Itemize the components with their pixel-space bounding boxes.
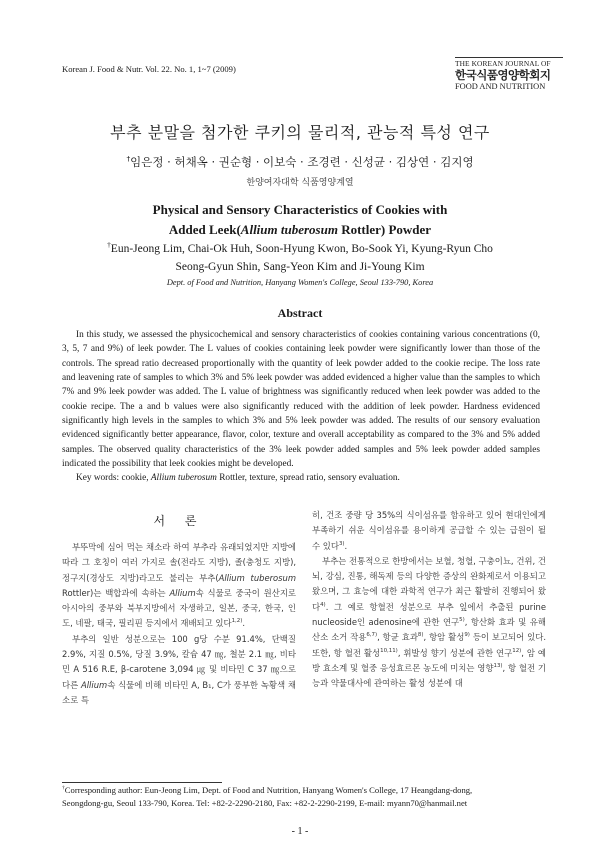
footnote-line2: Seongdong-gu, Seoul 133-790, Korea. Tel: +82-2-2290-2180, Fax: +82-2-2290-2199, E-mail: myann70@hanmail.net [62,798,468,808]
keywords-species: Allium tuberosum [150,473,217,484]
keywords [62,471,540,485]
text-run: 속 식물에 비해 비타민 A, B₁, C가 풍부한 녹황색 채소로 특 [62,679,297,705]
masthead-ko: 한국식품영양학회지 [455,68,551,82]
citation-ref: 10,11) [380,647,398,654]
body-column-left [62,540,296,708]
title-en-species: Allium tuberosum [240,222,338,237]
species-italic: Allium tuberosum [218,572,297,583]
citation-ref: 5) [459,617,465,624]
text-run: . [344,540,348,551]
title-english [0,200,600,240]
text-run: , 휘발성 향기 성분에 관한 연구 [397,647,513,658]
title-en-part-end: Rottler) Powder [337,222,432,237]
corresponding-author-footnote [62,784,540,810]
intro-paragraph-2-cont [312,508,546,554]
citation-ref: 1,2) [231,618,243,625]
footnote-line1-text: Corresponding author: Eun-Jeong Lim, Dept. of Food and Nutrition, Hanyang Women's College, 17 Heangdang-dong, [64,785,473,795]
text-run: , 암 예방 효소계 및 혈중 응성효르몬 농도에 미치는 영향 [312,647,547,673]
text-run: 히, 건조 중량 당 35%의 식이섬유를 함유하고 있어 현대인에게 부족하기 쉬운 식이섬유를 용이하게 공급할 수 있는 급원이 될 수 있다 [312,510,546,551]
intro-paragraph-3 [312,554,546,692]
masthead-en-line2: FOOD AND NUTRITION [455,82,546,91]
journal-citation: Korean J. Food & Nutr. Vol. 22. No. 1, 1~7 (2009) [62,64,236,74]
title-en-part: Added Leek( [168,222,241,237]
abstract-heading: Abstract [277,306,323,320]
text-run: Rottler)는 백합과에 속하는 [62,587,170,598]
affiliation-english: Dept. of Food and Nutrition, Hanyang Women's College, Seoul 133-790, Korea [166,278,434,287]
corresponding-mark: † [126,154,131,164]
authors-english-line1 [0,240,600,258]
authors-korean-text: 임은정 · 허채옥 · 권순형 · 이보숙 · 조경련 · 신성균 · 김상연 · 김지영 [130,155,474,169]
footnote-line1 [62,784,540,797]
keywords-rest: Rottler, texture, spread ratio, sensory evaluation. [216,473,400,484]
text-run: , 항 혈전 기능과 약물대사에 관여하는 활성 성분에 대 [312,662,546,689]
masthead-rule [455,57,563,58]
text-run: 등이 보고되어 있다. 또한, 항 혈전 활성 [312,632,546,658]
text-run: , 항암 활성 [423,632,465,643]
affiliation-korean: 한양여자대학 식품영양계열 [246,178,354,188]
corresponding-mark-en: † [107,240,111,250]
title-english-line2 [0,220,600,240]
citation-ref: 6,7) [366,632,378,639]
title-korean: 부추 분말을 첨가한 쿠키의 물리적, 관능적 특성 연구 [110,123,490,142]
intro-paragraph-1 [62,540,296,632]
citation-ref: 9) [464,632,470,639]
abstract-text: In this study, we assessed the physicochemical and sensory characteristics of cookies containing various concentrations (0, 3, 5, 7 and 9%) of leek powder. The L values of cookies containing leek powder were significantly lower than those of the controls. The spread ratio decreased proportionally with the quantity of leek powder added to the cookie recipe. The loss rate and leavening rate of samples to which 3% and 5% leek powder was added evidenced a higher value than the samples to which 7% and 9% leek powder was added. The L value of brightness was significantly reduced when leek powder was added to the cookie recipe. The a and b values were also significantly reduced with the addition of leek powder. Hardness evidenced significantly high levels in the samples to which 3% and 5% leek powder was added. The results of our sensory evaluation evidenced significantly better appearance, flavor, color, texture and overall acceptability as compared to the 3% and 5% added samples. The observed quality characteristics of the 3% leek powder added samples and 5% leek powder added samples indicated the possibility that leek cookies might be developed. [62,330,540,470]
section-heading-introduction: 서 론 [153,514,205,528]
text-run: 속 식물로 중국이 원산지로 아시아의 중부와 북부지방에서 자생하고, 일본, 중국, 한국, 인도, 네팔, 태국, 필리핀 등지에서 재배되고 있다 [62,587,296,629]
text-run: , 항균 효과 [377,632,418,643]
citation-ref: 3) [338,540,345,547]
authors-english [0,240,600,276]
keywords-label: Key words: cookie, [76,473,151,484]
footnote-mark: † [62,785,65,792]
authors-english-line2: Seong-Gyun Shin, Sang-Yeon Kim and Ji-Young Kim [175,261,425,273]
citation-ref: 4) [320,601,326,608]
body-column-right [312,508,546,692]
citation-ref: 13) [493,663,503,670]
authors-korean [0,154,600,170]
text-run: , 항산화 효과 및 유해 산소 소거 작용 [312,617,546,643]
text-run: . [242,618,246,629]
intro-paragraph-2 [62,632,296,708]
genus-italic: Allium [169,587,196,598]
genus-italic: Allium [81,679,108,690]
text-run: . 그 예로 항혈전 성분으로 부추 잎에서 추출된 purine nucleoside인 adenosine에 관한 연구 [312,601,546,628]
authors-en-line1-text: Eun-Jeong Lim, Chai-Ok Huh, Soon-Hyung Kwon, Bo-Sook Yi, Kyung-Ryun Cho [110,243,493,255]
text-run: 부추의 일반 성분으로는 100 g당 수분 91.4%, 단백질 2.9%, 지질 0.5%, 당질 3.9%, 칼슘 47 ㎎, 철분 2.1 ㎎, 비타민 A 516 R.E, β-carotene 3,094 ㎍ 및 비타민 C 37 ㎎으로 다른 [62,633,296,690]
text-run: 부추는 전통적으로 한방에서는 보혈, 청혈, 구충이뇨, 건위, 건뇌, 강심, 진통, 해독제 등의 다양한 증상의 완화제로서 이용되고 왔으며, 그 효능에 대한 과학적 연구가 최근 활발히 진행되어 왔다 [312,555,546,612]
abstract-body [62,328,540,486]
text-run: 부뚜막에 심어 먹는 채소라 하여 부추라 유래되었지만 지방에 따라 그 호칭이 여러 가지로 솔(전라도 지방), 졸(충청도 지방), 정구지(경상도 지방)라고도 불리는 부추( [62,542,296,583]
citation-ref: 8) [417,632,424,639]
citation-ref: 12) [512,647,522,654]
page-number: - 1 - [291,826,309,837]
footnote-rule [62,782,222,783]
journal-masthead [455,57,563,92]
title-english-line1: Physical and Sensory Characteristics of Cookies with [152,202,448,217]
masthead-en-line1: THE KOREAN JOURNAL OF [455,59,551,68]
